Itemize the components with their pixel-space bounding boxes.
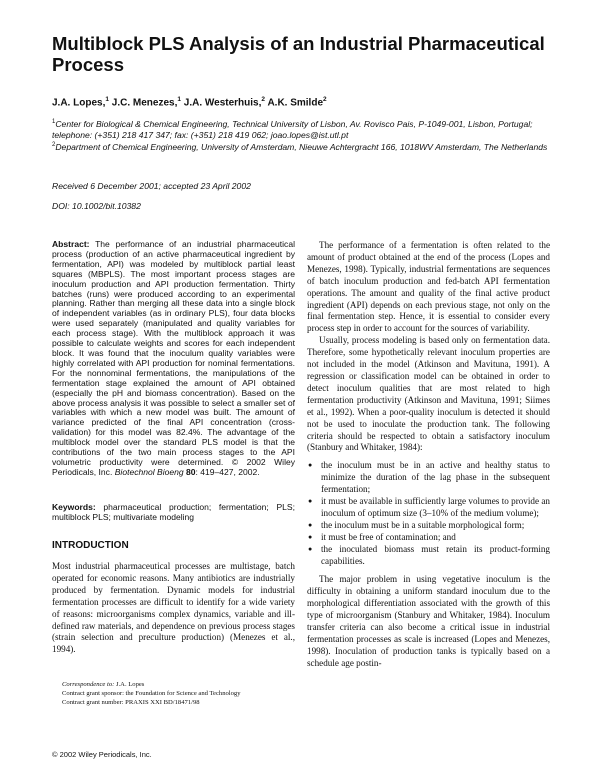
correspondence-name: J.A. Lopes [115, 681, 145, 688]
keywords-label: Keywords: [52, 502, 96, 512]
author-name: J.A. Westerhuis, [183, 97, 262, 109]
abstract [52, 240, 295, 478]
footnotes [62, 681, 302, 708]
correspondence-note [62, 681, 302, 690]
keywords [52, 503, 295, 523]
list-item: ● the inoculum must be in an active and healthy status to minimize the duration of the lag phase in the subsequent fermentation; [307, 460, 550, 496]
correspondence-label: Correspondence to: [62, 681, 115, 688]
abstract-label: Abstract: [52, 239, 90, 249]
author-affil-mark: 1 [105, 96, 109, 103]
affiliation-2 [52, 140, 552, 153]
body-paragraph: The major problem in using vegetative inoculum is the difficulty in obtaining a uniform standard inoculum due to the morphological differentiation associated with the growth of this type of microorganism (Stanbury and Whitaker, 1984). Inoculum transfer criteria can also become a critical issue in industrial fermentation processes as scale is increased (Lopes and Menezes, 1998). Inoculation of production tanks is typically based on a schedule age postin- [307, 574, 550, 668]
paper-title: Multiblock PLS Analysis of an Industrial Pharmaceutical Process [52, 33, 545, 75]
keywords-text: pharmaceutical production; fermentation; PLS; multiblock PLS; multivariate modeling [52, 502, 295, 522]
affiliations [52, 117, 552, 153]
doi: DOI: 10.1002/bit.10382 [52, 201, 141, 211]
journal-name: Biotechnol Bioeng [114, 466, 184, 477]
author-name: A.K. Smilde [267, 97, 324, 109]
journal-volume: 80 [186, 466, 196, 477]
author-name: J.C. Menezes, [111, 97, 178, 109]
author-affil-mark: 1 [177, 96, 181, 103]
introduction-paragraph: Most industrial pharmaceutical processes are multistage, batch operated for economic reasons. Many antibiotics are industrially produced by fermentation. Dynamic models for industrial fermentation processes are difficult to identify for a wide variety of reasons: microorganisms complex dynamics, variable and ill-defined raw materials, and dependence on previous process stages (strain selection and preculture production) (Menezes et al., 1994). [52, 561, 295, 655]
list-item: ● it must be available in sufficiently large volumes to provide an inoculum of optimum size (3–10% of the medium volume); [307, 496, 550, 520]
author-list [52, 96, 327, 108]
abstract-text: The performance of an industrial pharmaceutical process (production of an active pharmaceutical ingredient by fermentation, API) was modeled by multiblock partial least squares (MBPLS). The most important process stages are inoculum production and API production fermentation. Thirty batches (runs) were produced according to an experimental planning. Rather than merging all these data into a single block of independent variables (as in ordinary PLS), four data blocks were used separately (manipulated and quality variables for each process stage). With the multiblock approach it was possible to calculate weights and scores for each independent block. It was found that the inoculum quality variables were highly correlated with API production for nominal fermentations. For the nonnominal fermentations, the manipulations of the fermentation stage explained the amount of API obtained (especially the pH and biomass concentration). Based on the above process analysis it was possible to select a smaller set of variables with which a new model was built. The amount of variance predicted of the final API concentration (cross-validation) for this model was 82.4%. The advantage of the multiblock model over the standard PLS model is that the contributions of the two main process stages to the API volumetric productivity were determined. [52, 239, 295, 467]
received-accepted-dates: Received 6 December 2001; accepted 23 April 2002 [52, 181, 251, 191]
list-item: ● the inoculated biomass must retain its product-forming capabilities. [307, 544, 550, 568]
affiliation-text: Center for Biological & Chemical Engineering, Technical University of Lisbon, Av. Rovisco Pais, P-1049-001, Lisbon, Portugal; telephone: (+351) 218 417 347; fax: (+351) 218 419 062; joao.lopes@ist.utl.pt [52, 118, 533, 140]
affiliation-mark: 1 [52, 119, 56, 125]
list-item: ● the inoculum must be in a suitable morphological form; [307, 520, 550, 532]
right-column [307, 240, 550, 670]
affiliation-mark: 2 [52, 142, 56, 149]
grant-sponsor: Contract grant sponsor: the Foundation for Science and Technology [62, 689, 241, 697]
affiliation-text: Department of Chemical Engineering, University of Amsterdam, Nieuwe Achtergracht 166, 1018WV Amsterdam, The Netherlands [55, 142, 548, 153]
body-paragraph: The performance of a fermentation is often related to the amount of product obtained at the end of the process (Lopes and Menezes, 1998). Typically, industrial fermentations are sequences of batch inoculum production and fed-batch API fermentation operations. The amount and quality of the final active product ingredient (API) depends on each previous stage, not only on the final fermentation step. Hence, it is essential to consider every process step in order to account for the sources of variability. [307, 240, 550, 334]
page-copyright: © 2002 Wiley Periodicals, Inc. [52, 750, 152, 759]
author-name: J.A. Lopes, [52, 97, 106, 109]
grant-number: Contract grant number: PRAXIS XXI BD/18471/98 [62, 698, 200, 706]
journal-pages: : 419–427, 2002. [195, 466, 260, 477]
list-item: ● it must be free of contamination; and [307, 532, 550, 544]
affiliation-1 [52, 117, 552, 140]
section-heading-introduction: INTRODUCTION [52, 540, 129, 551]
author-affil-mark: 2 [261, 96, 266, 103]
abstract-copyright: © 2002 Wiley Periodicals, Inc. [52, 456, 295, 477]
body-paragraph: Usually, process modeling is based only on fermentation data. Therefore, some hypothetically relevant inoculum properties are not included in the model (Atkinson and Mavituna, 1991). A regression or classification model can be obtained in order to detect inoculum qualities that are most related to high fermentation productivity (Atkinson and Mavituna, 1991; Siimes et al., 1992). When a poor-quality inoculum is detected it should not be used to inoculate the production tank. The following criteria should be respected to obtain a satisfactory inoculum (Stanbury and Whitaker, 1984): [307, 335, 550, 453]
author-affil-mark: 2 [323, 96, 327, 103]
criteria-list [307, 460, 550, 567]
